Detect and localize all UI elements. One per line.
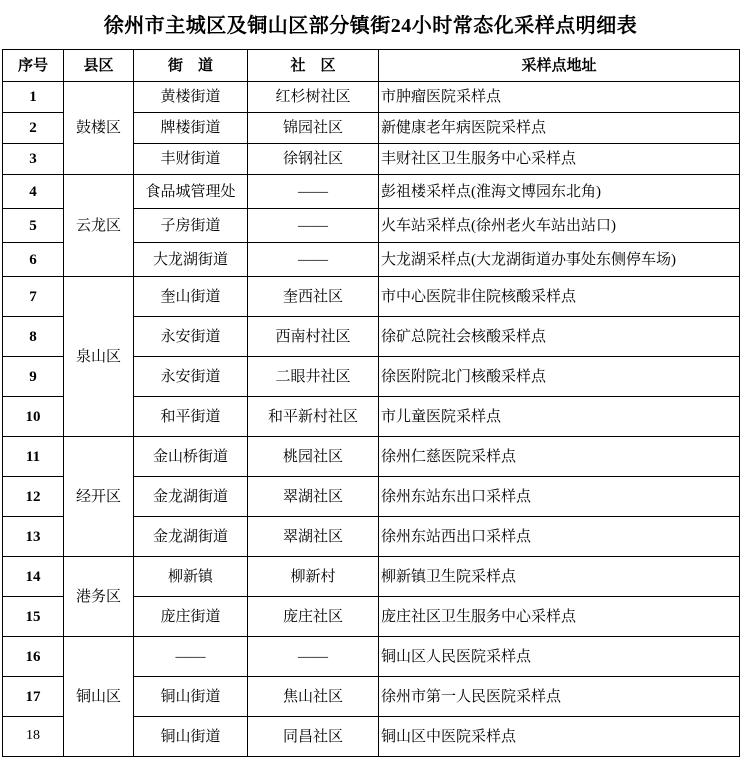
community-cell: 奎西社区 (248, 277, 379, 317)
address-cell: 市中心医院非住院核酸采样点 (379, 277, 740, 317)
address-cell: 彭祖楼采样点(淮海文博园东北角) (379, 175, 740, 209)
address-cell: 徐州东站东出口采样点 (379, 477, 740, 517)
community-cell: 柳新村 (248, 557, 379, 597)
serial-number-cell: 7 (3, 277, 64, 317)
serial-number-cell: 10 (3, 397, 64, 437)
community-cell: 翠湖社区 (248, 477, 379, 517)
street-cell: 金山桥街道 (134, 437, 248, 477)
street-cell: 永安街道 (134, 357, 248, 397)
address-cell: 新健康老年病医院采样点 (379, 113, 740, 144)
address-cell: 火车站采样点(徐州老火车站出站口) (379, 209, 740, 243)
serial-number-cell: 18 (3, 717, 64, 757)
table-row (3, 277, 740, 317)
street-cell: 庞庄街道 (134, 597, 248, 637)
address-cell: 徐州市第一人民医院采样点 (379, 677, 740, 717)
serial-number-cell: 16 (3, 637, 64, 677)
district-cell: 鼓楼区 (64, 82, 134, 175)
street-cell: 食品城管理处 (134, 175, 248, 209)
address-cell: 丰财社区卫生服务中心采样点 (379, 144, 740, 175)
street-cell: 铜山街道 (134, 717, 248, 757)
community-cell: 焦山社区 (248, 677, 379, 717)
community-cell: 徐钢社区 (248, 144, 379, 175)
community-cell: 翠湖社区 (248, 517, 379, 557)
street-cell: 大龙湖街道 (134, 243, 248, 277)
address-cell: 铜山区人民医院采样点 (379, 637, 740, 677)
address-cell: 大龙湖采样点(大龙湖街道办事处东侧停车场) (379, 243, 740, 277)
header-district: 县区 (64, 50, 134, 82)
table-row (3, 437, 740, 477)
community-cell: 桃园社区 (248, 437, 379, 477)
street-cell: 永安街道 (134, 317, 248, 357)
address-cell: 铜山区中医院采样点 (379, 717, 740, 757)
street-cell: 牌楼街道 (134, 113, 248, 144)
serial-number-cell: 9 (3, 357, 64, 397)
street-cell: 黄楼街道 (134, 82, 248, 113)
header-address: 采样点地址 (379, 50, 740, 82)
street-cell: 金龙湖街道 (134, 477, 248, 517)
community-cell: 西南村社区 (248, 317, 379, 357)
address-cell: 徐医附院北门核酸采样点 (379, 357, 740, 397)
community-cell: —— (248, 175, 379, 209)
sampling-points-table (2, 49, 740, 757)
header-serial-number: 序号 (3, 50, 64, 82)
street-cell: 和平街道 (134, 397, 248, 437)
street-cell: 柳新镇 (134, 557, 248, 597)
header-community: 社 区 (248, 50, 379, 82)
community-cell: 和平新村社区 (248, 397, 379, 437)
table-row (3, 82, 740, 113)
address-cell: 徐矿总院社会核酸采样点 (379, 317, 740, 357)
serial-number-cell: 5 (3, 209, 64, 243)
community-cell: 庞庄社区 (248, 597, 379, 637)
address-cell: 市儿童医院采样点 (379, 397, 740, 437)
address-cell: 庞庄社区卫生服务中心采样点 (379, 597, 740, 637)
street-cell: 奎山街道 (134, 277, 248, 317)
community-cell: 红杉树社区 (248, 82, 379, 113)
serial-number-cell: 12 (3, 477, 64, 517)
header-row (3, 50, 740, 82)
street-cell: 金龙湖街道 (134, 517, 248, 557)
street-cell: 铜山街道 (134, 677, 248, 717)
street-cell: 丰财街道 (134, 144, 248, 175)
serial-number-cell: 3 (3, 144, 64, 175)
community-cell: 二眼井社区 (248, 357, 379, 397)
page-title: 徐州市主城区及铜山区部分镇街24小时常态化采样点明细表 (103, 15, 638, 37)
district-cell: 铜山区 (64, 637, 134, 757)
serial-number-cell: 2 (3, 113, 64, 144)
community-cell: —— (248, 243, 379, 277)
table-row (3, 557, 740, 597)
district-cell: 云龙区 (64, 175, 134, 277)
table-body (3, 82, 740, 757)
address-cell: 柳新镇卫生院采样点 (379, 557, 740, 597)
serial-number-cell: 15 (3, 597, 64, 637)
street-cell: —— (134, 637, 248, 677)
serial-number-cell: 14 (3, 557, 64, 597)
district-cell: 港务区 (64, 557, 134, 637)
community-cell: 锦园社区 (248, 113, 379, 144)
address-cell: 徐州东站西出口采样点 (379, 517, 740, 557)
address-cell: 市肿瘤医院采样点 (379, 82, 740, 113)
serial-number-cell: 11 (3, 437, 64, 477)
serial-number-cell: 8 (3, 317, 64, 357)
community-cell: —— (248, 637, 379, 677)
community-cell: 同昌社区 (248, 717, 379, 757)
district-cell: 经开区 (64, 437, 134, 557)
table-header (3, 50, 740, 82)
header-street: 街 道 (134, 50, 248, 82)
serial-number-cell: 6 (3, 243, 64, 277)
table-row (3, 175, 740, 209)
community-cell: —— (248, 209, 379, 243)
serial-number-cell: 1 (3, 82, 64, 113)
address-cell: 徐州仁慈医院采样点 (379, 437, 740, 477)
serial-number-cell: 13 (3, 517, 64, 557)
serial-number-cell: 17 (3, 677, 64, 717)
street-cell: 子房街道 (134, 209, 248, 243)
district-cell: 泉山区 (64, 277, 134, 437)
table-row (3, 637, 740, 677)
serial-number-cell: 4 (3, 175, 64, 209)
